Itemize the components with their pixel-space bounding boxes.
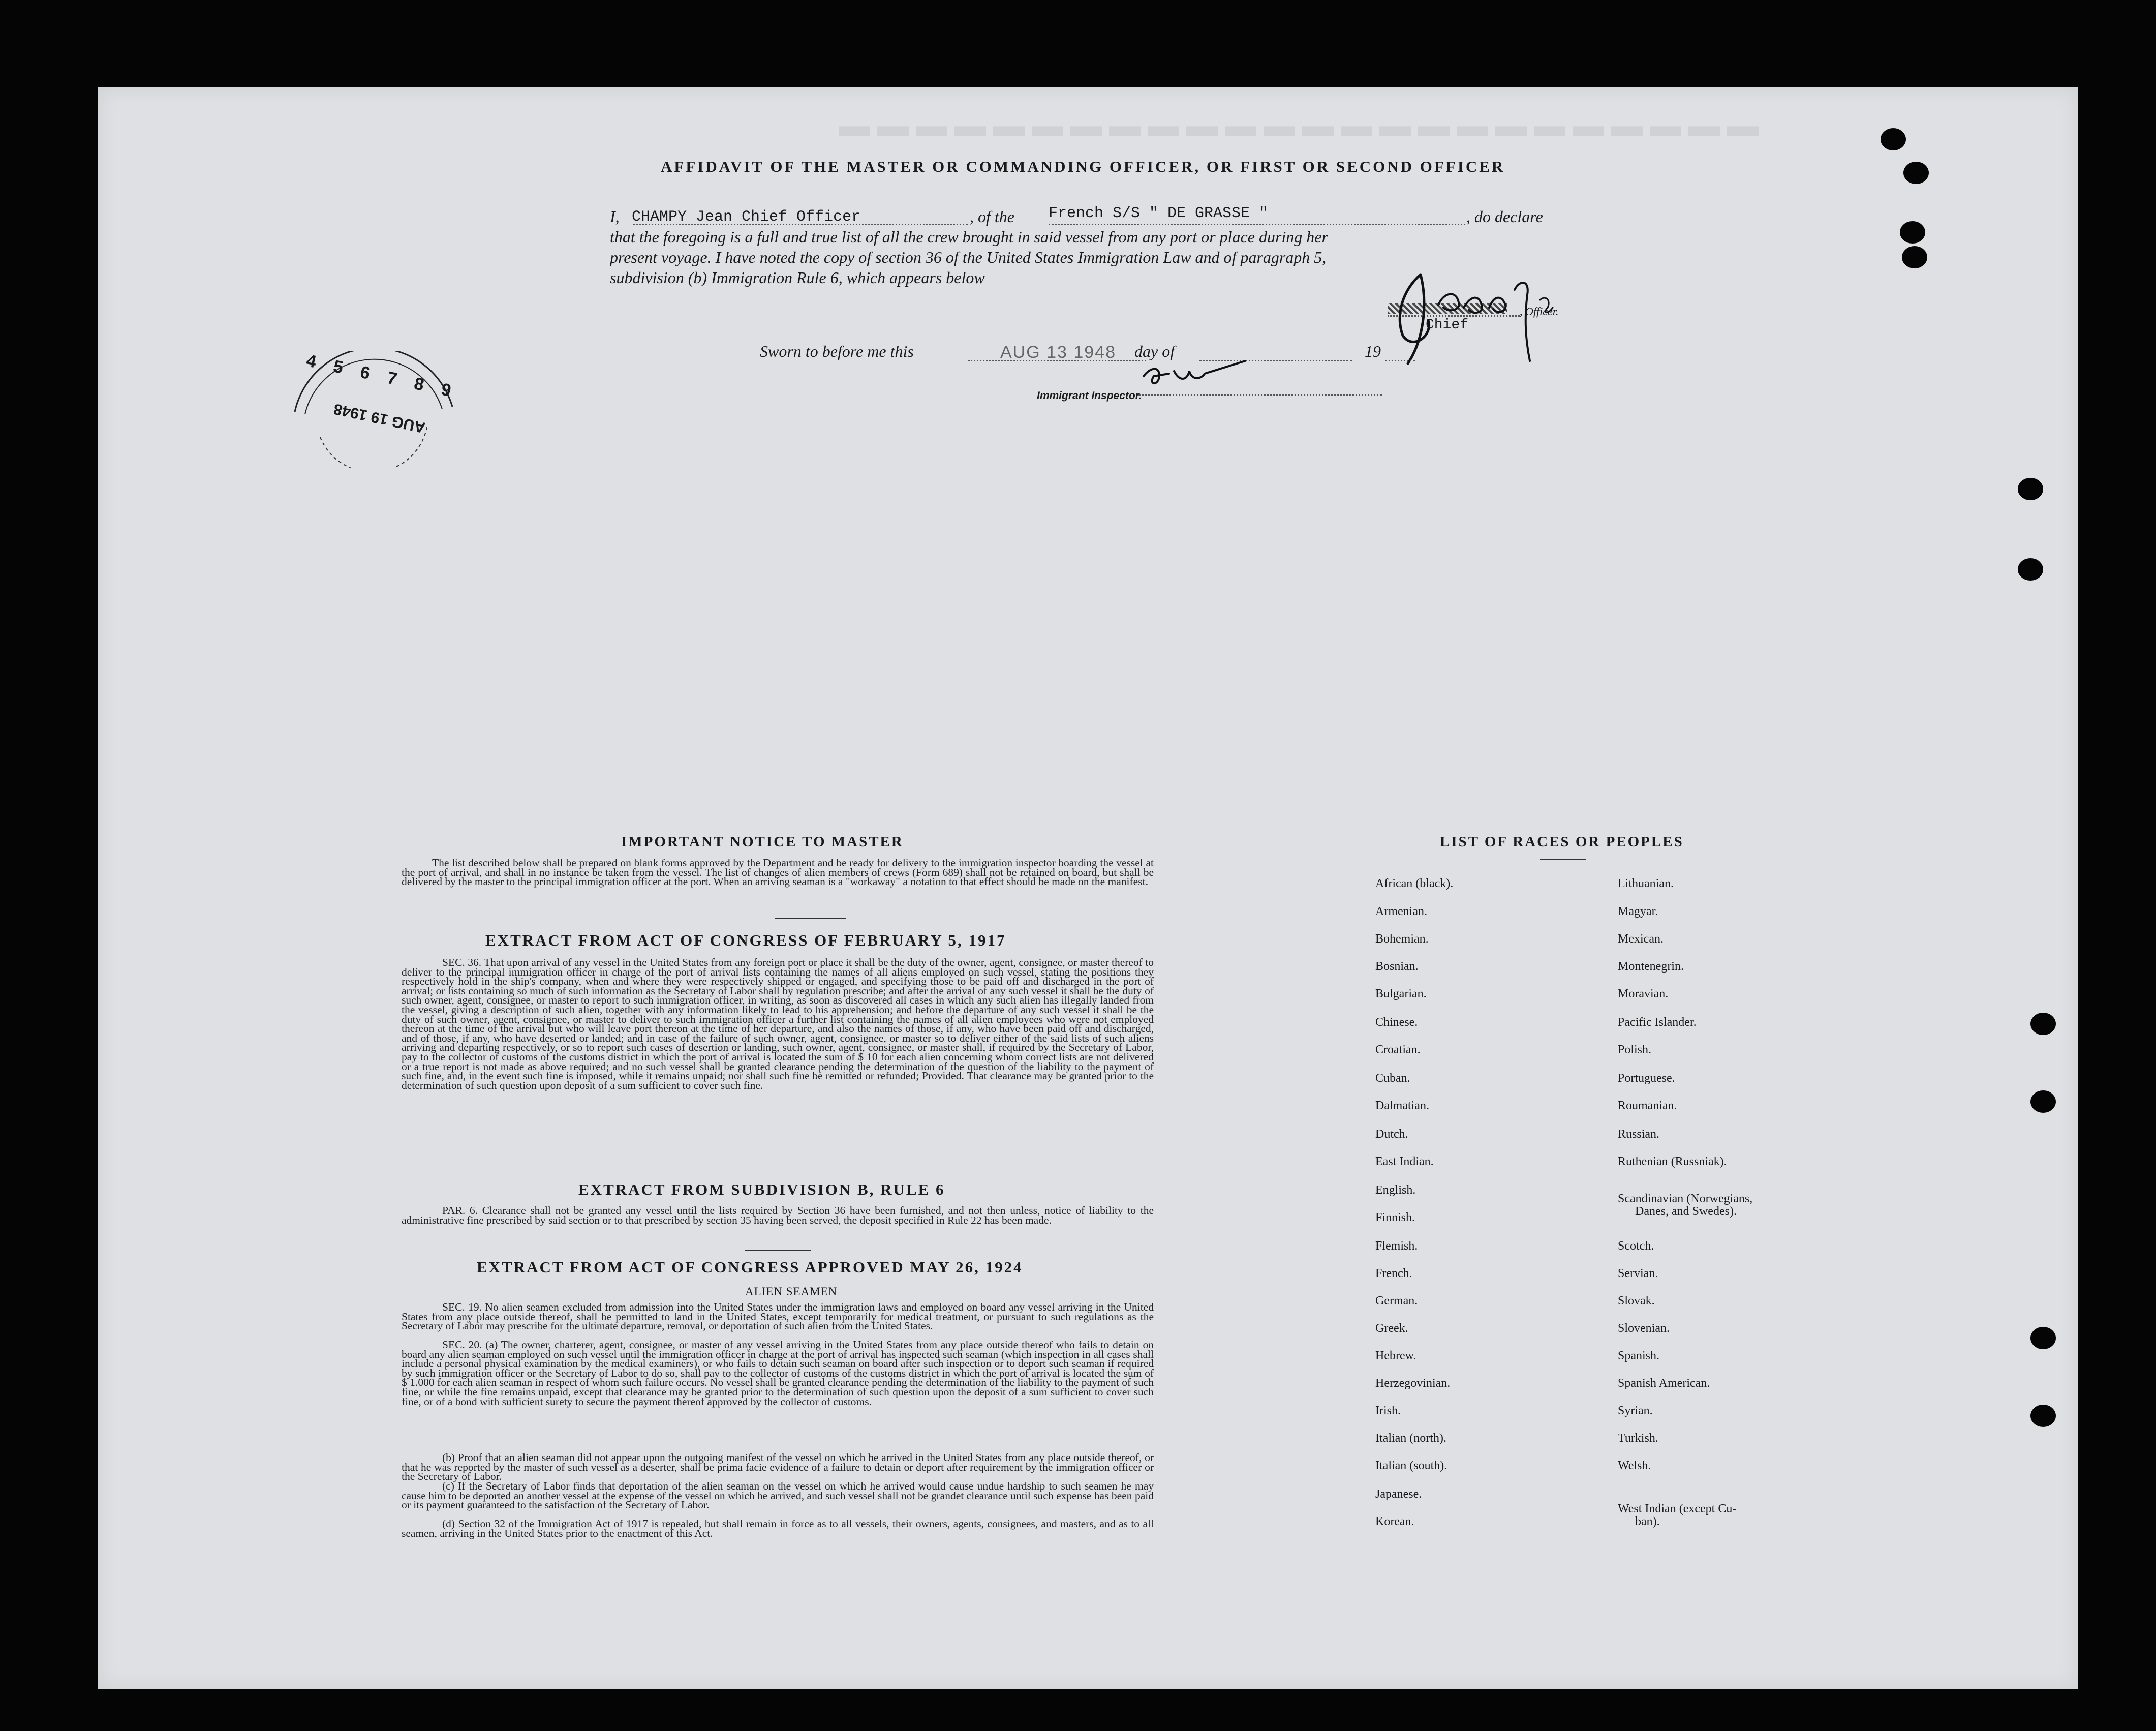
- race-item: French.: [1375, 1267, 1412, 1280]
- sec20a-paragraph: SEC. 20. (a) The owner, charterer, agent, consignee, or master of any vessel arriving in the United States from any place outside thereof who fails to detain on board any alien seaman employed on such vessel until the immigration officer in charge at the port of arrival has inspected such seaman (which inspection in all cases shall include a personal physical examination by the medical examiners), or who fails to detain such seaman on board after such inspection or to deport such seaman if required by such immigration officer or the Secretary of Labor to do so, shall pay to the collector of customs of the customs district in which the port of arrival is located the sum of $ 1.000 for each alien seaman in respect of whom such failure occurs. No vessel shall be granted clearance pending the determination of the liability to the payment of such fine, or while the fine remains unpaid, except that clearance may be granted prior to the determination of such question upon the deposit of a sum sufficient to cover such fine, or of a bond with sufficient surety to secure the payment thereof approved by the collector of customs.: [402, 1339, 1154, 1408]
- affidavit-declare: , do declare: [1466, 207, 1543, 226]
- stamp-digit: 9: [439, 379, 453, 401]
- race-item: Korean.: [1375, 1515, 1414, 1528]
- race-item: African (black).: [1375, 877, 1454, 890]
- officer-name-line: [633, 224, 968, 225]
- race-item: Armenian.: [1375, 905, 1427, 918]
- divider: [775, 918, 846, 919]
- race-item: Magyar.: [1618, 905, 1658, 918]
- race-item: Spanish American.: [1618, 1377, 1710, 1390]
- race-item: Pacific Islander.: [1618, 1016, 1697, 1029]
- race-item: Finnish.: [1375, 1211, 1415, 1224]
- race-item: Danes, and Swedes).: [1635, 1205, 1737, 1218]
- stamp-digit: 4: [304, 351, 318, 372]
- inspector-signature-line: [1138, 394, 1382, 396]
- sworn-date-stamp: AUG 13 1948: [1000, 343, 1117, 362]
- race-item: Italian (south).: [1375, 1459, 1447, 1472]
- affidavit-of-the: , of the: [970, 207, 1014, 226]
- affidavit-line-2: that the foregoing is a full and true list of all the crew brought in said vessel from any port or place during her: [610, 228, 1328, 246]
- race-item: ban).: [1635, 1515, 1660, 1528]
- race-item: Slovenian.: [1618, 1322, 1670, 1335]
- notice-title: IMPORTANT NOTICE TO MASTER: [621, 834, 904, 850]
- race-item: Croatian.: [1375, 1043, 1421, 1056]
- extract-1924-title: EXTRACT FROM ACT OF CONGRESS APPROVED MAY 26, 1924: [477, 1258, 1023, 1276]
- divider: [745, 1250, 811, 1251]
- affidavit-line-3: present voyage. I have noted the copy of section 36 of the United States Immigration Law and of paragraph 5,: [610, 248, 1327, 266]
- race-item: Montenegrin.: [1618, 960, 1684, 973]
- affidavit-line-4: subdivision (b) Immigration Rule 6, which appears below: [610, 268, 985, 287]
- race-item: Hebrew.: [1375, 1349, 1416, 1362]
- race-item: Irish.: [1375, 1404, 1401, 1417]
- sec20b-paragraph: (b) Proof that an alien seaman did not appear upon the outgoing manifest of the vessel on which he arrived in the United States from any place outside thereof, or that he was reported by the master of such vessel as a deserter, shall be prima facie evidence of a failure to detain or deport after requirement by the immigration officer or the Secretary of Labor.: [402, 1451, 1154, 1483]
- arrival-stamp: [285, 351, 457, 468]
- race-item: Bosnian.: [1375, 960, 1419, 973]
- race-item: Bohemian.: [1375, 932, 1429, 946]
- race-item: Japanese.: [1375, 1487, 1422, 1501]
- sec20c-paragraph: (c) If the Secretary of Labor finds that deportation of the alien seaman on the vessel on which he arrived would cause undue hardship to such seamen he may cause him to be deported an another vessel at the expense of the vessel on which he arrived, and such vessel shall not be grandet clearance until such expense has been paid or its payment guaranteed to the satisfaction of the Secretary of Labor.: [402, 1480, 1154, 1511]
- officer-signature: [1372, 259, 1581, 371]
- race-item: Ruthenian (Russniak).: [1618, 1155, 1727, 1168]
- race-item: Scandinavian (Norwegians,: [1618, 1192, 1753, 1205]
- officer-rank: Chief: [1426, 317, 1469, 333]
- race-item: West Indian (except Cu-: [1618, 1502, 1737, 1515]
- day-of-text: day of: [1134, 342, 1175, 360]
- extract-1917-body: SEC. 36. That upon arrival of any vessel in the United States from any foreign port or place it shall be the duty of the owner, agent, consignee, or master thereof to deliver to the principal immigration officer in charge of the port of arrival lists containing the names of all aliens employed on such vessel, stating the positions they respectively hold in the ship's company, when and where they were respectively shipped or engaged, and specifying those to be paid off and discharged in the port of arrival; or lists containing so much of such information as the Secretary of Labor shall by regulation prescribe; and after the arrival of any such vessel it shall be the duty of such owner, agent, consignee, or master to report to such immigration officer, in writing, as soon as discovered all cases in which any such alien has illegally landed from the vessel, giving a description of such alien, together with any information likely to lead to his apprehension; and before the departure of any such vessel it shall be the duty of such owner, agent, consignee, or master to deliver to such immigration officer a further list containing the names of all alien employees who were not employed thereon at the time of the arrival but who will leave port thereon at the time of her departure, and also the names of those, if any, who have been paid off and discharged, and of those, if any, who have deserted or landed; and in case of the failure of such owner, agent, consignee, or master so to deliver either of the said lists of such aliens arriving and departing respectively, or so to report such cases of desertion or landing, such owner, agent, consignee, or master shall, if required by the Secretary of Labor, pay to the collector of customs of the customs district in which the port of arrival is located the sum of $ 10 for each alien concerning whom correct lists are not delivered or a true report is not made as above required; and no such vessel shall be granted clearance pending the determination of the question of the liability to the payment of such fine, and, in the event such fine is imposed, while it remains unpaid; nor shall such fine be remitted or refunded; Provided. That clearance may be granted prior to the determination of such question upon deposit of a sum sufficient to cover such fine.: [402, 956, 1154, 1091]
- race-item: Polish.: [1618, 1043, 1652, 1056]
- sec19-paragraph: SEC. 19. No alien seamen excluded from admission into the United States under the immigration laws and employed on board any vessel arriving in the United States from any place outside thereof, shall be permitted to land in the United States, except temporarily for medical treatment, or pursuant to such regulations as the Secretary of Labor may prescribe for the ultimate departure, removal, or deportation of such alien from the United States.: [402, 1301, 1154, 1332]
- race-item: Herzegovinian.: [1375, 1377, 1451, 1390]
- race-item: Greek.: [1375, 1322, 1408, 1335]
- inspector-signature: [1138, 351, 1260, 391]
- affidavit-title: AFFIDAVIT OF THE MASTER OR COMMANDING OFFICER, OR FIRST OR SECOND OFFICER: [661, 158, 1505, 175]
- race-item: Lithuanian.: [1618, 877, 1674, 890]
- race-item: East Indian.: [1375, 1155, 1434, 1168]
- race-item: Moravian.: [1618, 987, 1669, 1000]
- vessel-name: French S/S " DE GRASSE ": [1049, 205, 1269, 222]
- race-item: Bulgarian.: [1375, 987, 1427, 1000]
- race-item: Servian.: [1618, 1267, 1658, 1280]
- bleed-through-text: ▬▬▬▬▬▬▬▬▬▬▬▬▬▬▬▬▬▬▬▬▬▬▬▬: [831, 108, 1759, 138]
- stamp-digit: 7: [385, 368, 399, 389]
- races-title: LIST OF RACES OR PEOPLES: [1440, 834, 1684, 850]
- stamp-digit: 8: [412, 374, 426, 395]
- race-item: Dutch.: [1375, 1128, 1408, 1141]
- race-item: Chinese.: [1375, 1016, 1418, 1029]
- race-item: Slovak.: [1618, 1294, 1655, 1308]
- race-item: Cuban.: [1375, 1072, 1410, 1085]
- divider: [1540, 859, 1586, 860]
- race-item: Portuguese.: [1618, 1072, 1675, 1085]
- vessel-name-line: [1049, 224, 1465, 225]
- race-item: Welsh.: [1618, 1459, 1651, 1472]
- race-item: Russian.: [1618, 1128, 1660, 1141]
- race-item: Mexican.: [1618, 932, 1664, 946]
- rule6-title: EXTRACT FROM SUBDIVISION B, RULE 6: [578, 1180, 945, 1198]
- stamp-date: AUG 19 1948: [332, 400, 427, 436]
- race-item: Dalmatian.: [1375, 1099, 1429, 1112]
- sworn-text: Sworn to before me this: [760, 342, 914, 360]
- year-prefix: 19: [1365, 342, 1381, 360]
- officer-name: CHAMPY Jean Chief Officer: [632, 208, 861, 226]
- stamp-digit: 6: [358, 362, 372, 383]
- year-line: [1385, 360, 1415, 361]
- extract-1917-title: EXTRACT FROM ACT OF CONGRESS OF FEBRUARY 5, 1917: [485, 931, 1006, 949]
- alien-seamen-subtitle: ALIEN SEAMEN: [745, 1285, 838, 1298]
- race-item: Syrian.: [1618, 1404, 1653, 1417]
- race-item: English.: [1375, 1183, 1416, 1197]
- notice-body: The list described below shall be prepared on blank forms approved by the Department and be ready for delivery to the immigration inspector boarding the vessel at the port of arrival, and shall in no instance be taken from the vessel. The list of changes of alien members of crews (Form 689) shall not be retained on board, but shall be delivered by the master to the principal immigration officer at the port. When an arriving seaman is a "workaway" a notation to that effect should be made on the manifest.: [402, 857, 1154, 888]
- manifest-page: [98, 87, 2078, 1689]
- affidavit-pre-name: I,: [610, 207, 620, 226]
- race-item: Flemish.: [1375, 1239, 1418, 1253]
- race-item: Italian (north).: [1375, 1432, 1446, 1445]
- race-item: Turkish.: [1618, 1432, 1658, 1445]
- rule6-body: PAR. 6. Clearance shall not be granted any vessel until the lists required by Section 36 have been furnished, and not then unless, notice of liability to the administrative fine prescribed by said section or to that prescribed by section 35 having been served, the deposit specified in Rule 22 has been made.: [402, 1204, 1154, 1226]
- race-item: Scotch.: [1618, 1239, 1654, 1253]
- stamp-digit: 5: [331, 356, 345, 378]
- race-item: German.: [1375, 1294, 1418, 1308]
- race-item: Roumanian.: [1618, 1099, 1677, 1112]
- sec20d-paragraph: (d) Section 32 of the Immigration Act of 1917 is repealed, but shall remain in force as to all vessels, their owners, agents, consignees, and masters, and as to all seamen, arriving in the United States prior to the enactment of this Act.: [402, 1517, 1154, 1539]
- officer-label: , Officer.: [1520, 305, 1559, 318]
- inspector-label: Immigrant Inspector.: [1037, 390, 1142, 402]
- race-item: Spanish.: [1618, 1349, 1660, 1362]
